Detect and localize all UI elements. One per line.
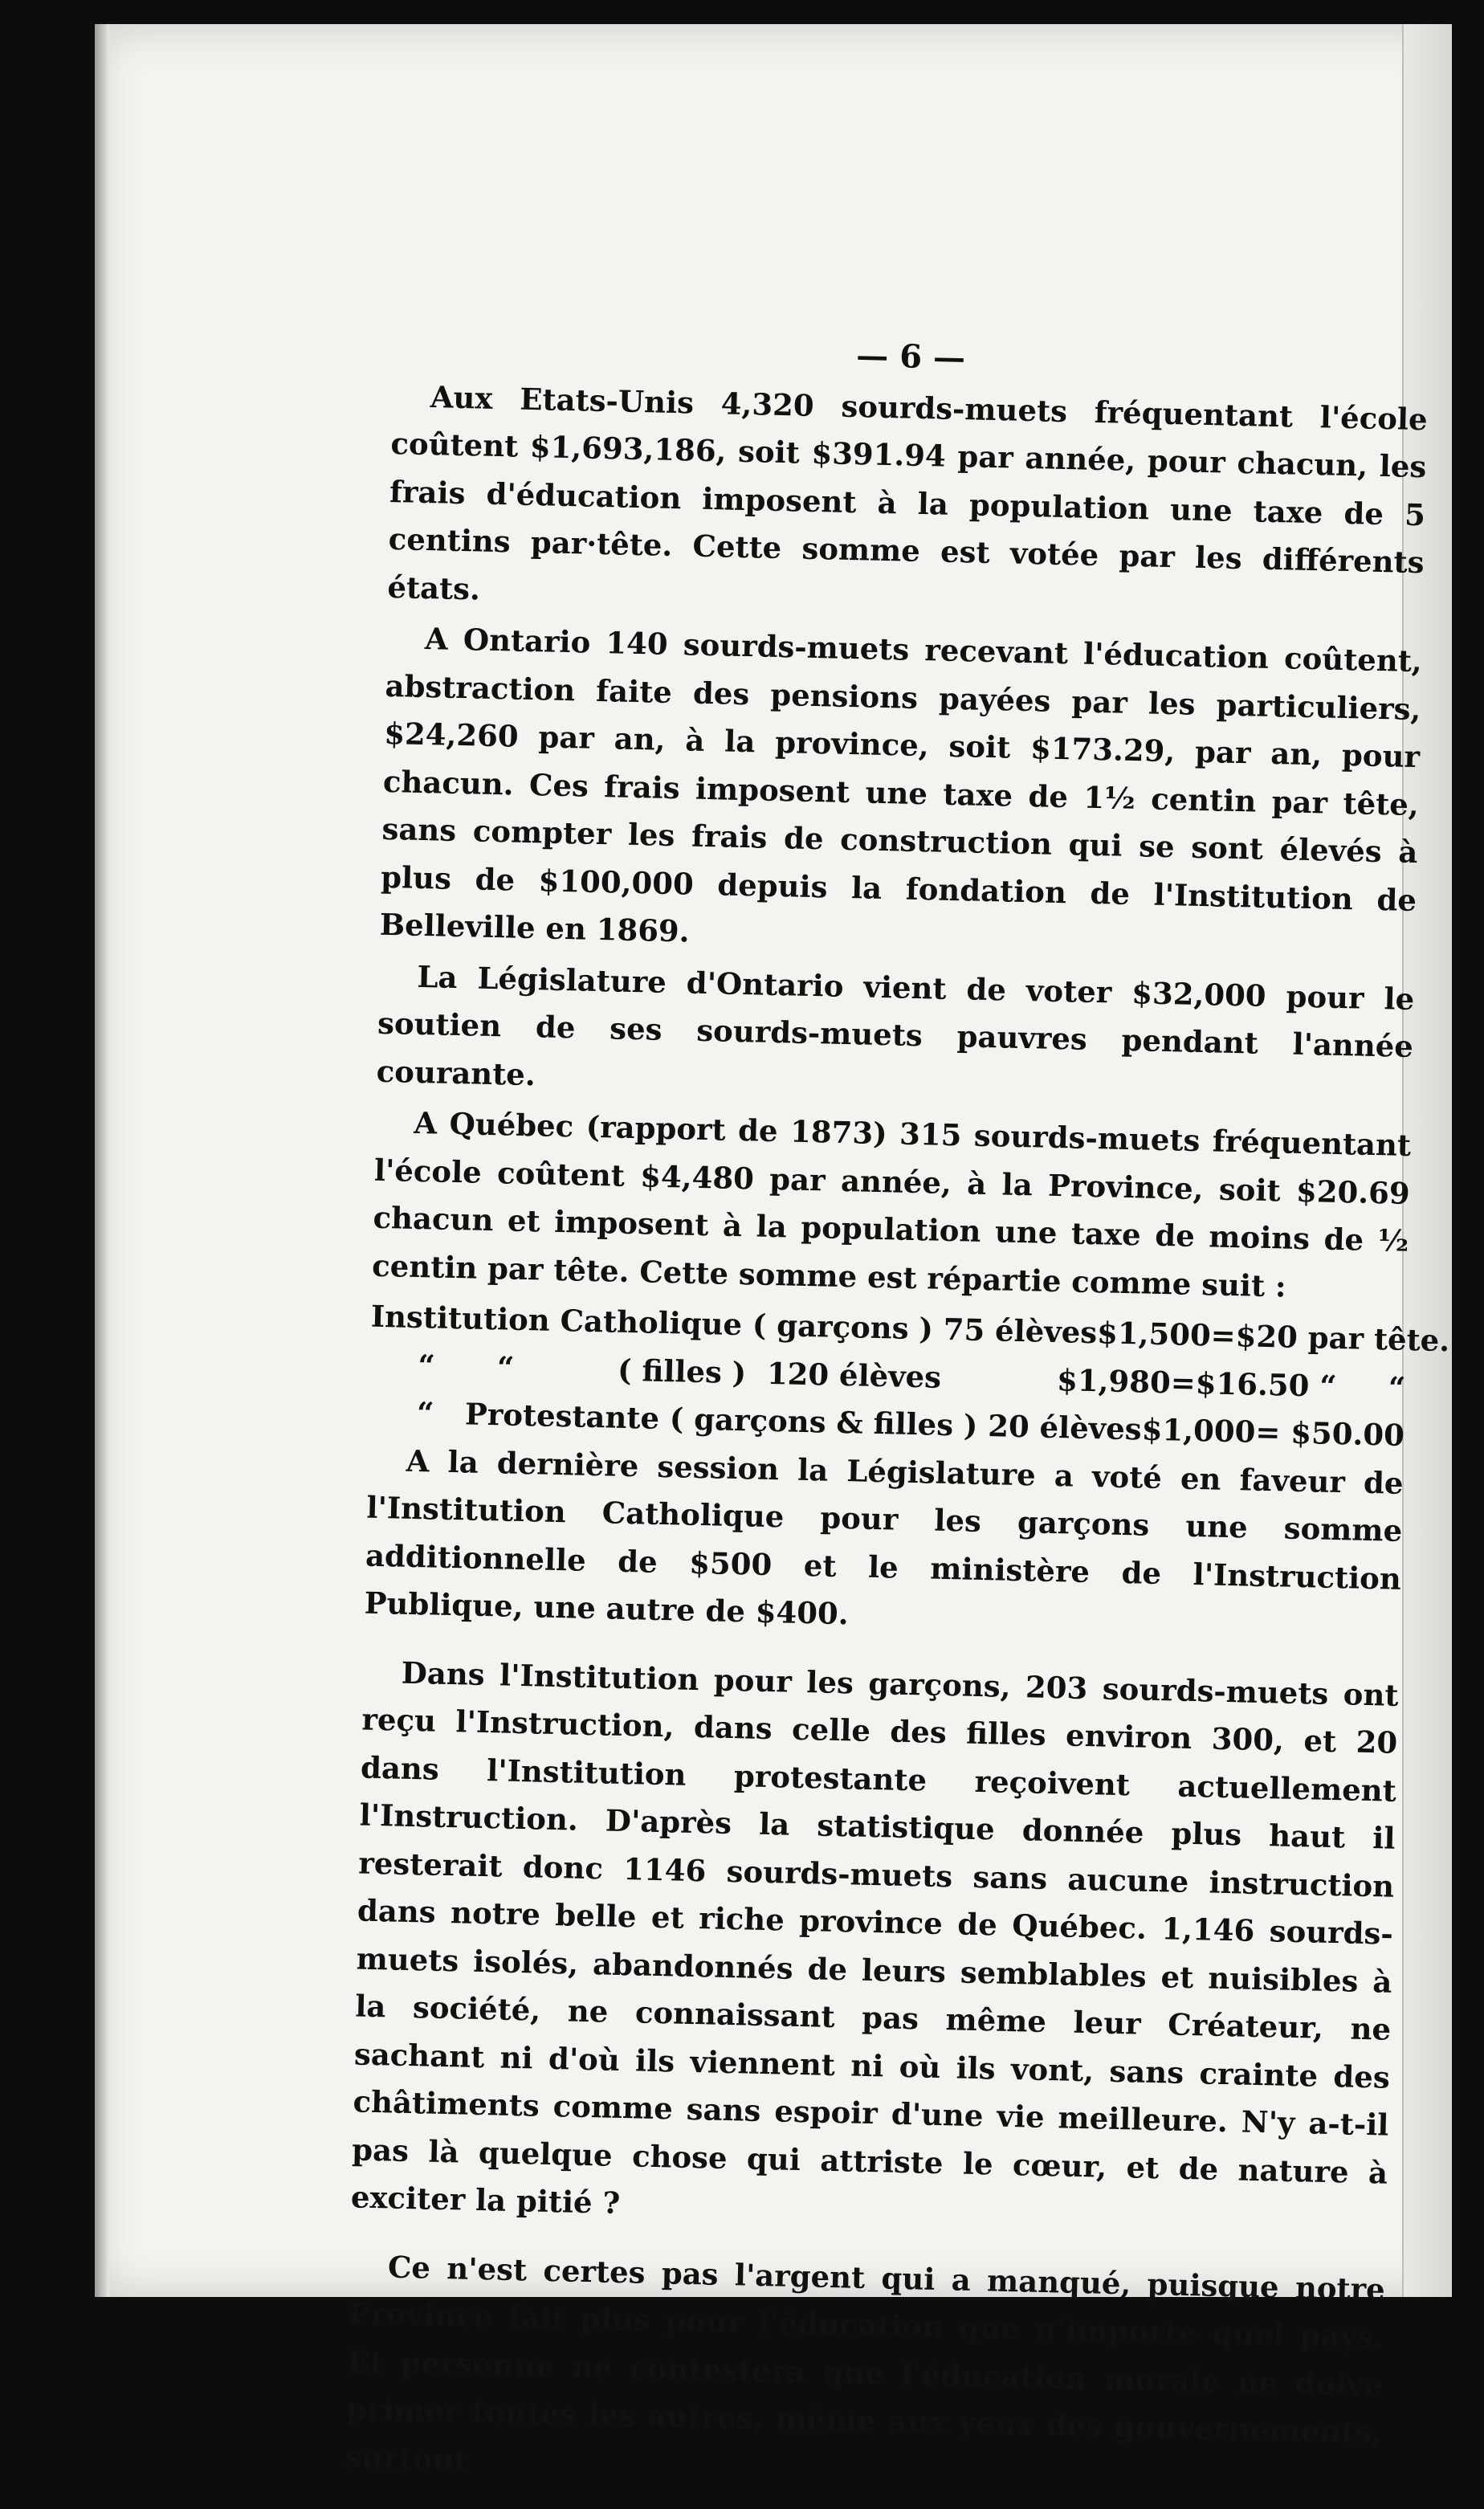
paragraph-argent: Ce n'est certes pas l'argent qui a manqué, puisque notre Province fait plus pour l'éducation que n'importe quel pays. Et personne ne contestera que l'éducation morale ne doive primer toutes les autres, même aux yeux des gouvernements, surtout (344, 2248, 1386, 2478)
distribution-value: $1,980=$16.50 “ “ (1056, 1361, 1406, 1405)
distribution-label: “ Protestante ( garçons & filles ) 20 élèves (416, 1395, 1143, 1447)
document-page (95, 24, 1452, 2478)
text-block (344, 321, 1450, 2508)
paragraph-ontario: A Ontario 140 sourds-muets recevant l'éducation coûtent, abstraction faite des pensions payées par les particuliers, $24,260 par an, à la province, soit $173.29, par an, pour chacun. Ces frais imposent une taxe de 1½ centin par tête, sans compter les frais de construction qui se sont élevés à plus de $100,000 depuis la fondation de l'Institution de Belleville en 1869. (379, 620, 1423, 949)
distribution-label: “ “ ( filles ) 120 élèves (418, 1347, 942, 1395)
paragraph-quebec: A Québec (rapport de 1873) 315 sourds-muets fréquentant l'école coûtent $4,480 par année, à la Province, soit $20.69 chacun et imposent à la population une taxe de moins de ½ centin par tête. Cette somme est répartie comme suit : (371, 1104, 1412, 1304)
page-binding-shadow (95, 24, 109, 2297)
paragraph-legislature-ontario: La Législature d'Ontario vient de voter $32,000 pour le soutien de ses sourds-muets pauvres pendant l'année courante. (376, 958, 1415, 1092)
distribution-label: Institution Catholique ( garçons ) 75 élèves (370, 1298, 1098, 1351)
paragraph-institution-garcons: Dans l'Institution pour les garçons, 203 sourds-muets ont reçu l'Instruction, dans celle des filles environ 300, et 20 dans l'Institution protestante reçoivent actuellement l'Instruction. D'après la statistique donnée plus haut il resterait donc 1146 sourds-muets sans aucune instruction dans notre belle et riche province de Québec. 1,146 sourds-muets isolés, abandonnés de leurs semblables et nuisibles à la société, ne connaissant pas même leur Créateur, ne sachant ni d'où ils viennent ni où ils vont, sans crainte des châtiments comme sans espoir d'une vie meilleure. N'y a-t-il pas là quelque chose qui attriste le cœur, et de nature à exciter la pitié ? (350, 1654, 1400, 2221)
paragraph-derniere-session: A la dernière session la Législature a voté en faveur de l'Institution Catholique pour les garçons une somme additionnelle de $500 et le ministère de l'Instruction Publique, une autre de $400. (364, 1442, 1404, 1632)
page-number: — 6 — (855, 337, 966, 377)
paragraph-etats-unis: Aux Etats-Unis 4,320 sourds-muets fréquentant l'école coûtent $1,693,186, soit $391.94 par année, pour chacun, les frais d'éducation imposent à la population une taxe de 5 centins par·tête. Cette somme est votée par les différents états. (387, 378, 1429, 607)
distribution-value: $1,000= $50.00 (1141, 1411, 1405, 1453)
distribution-value: $1,500=$20 par tête. (1096, 1315, 1450, 1359)
